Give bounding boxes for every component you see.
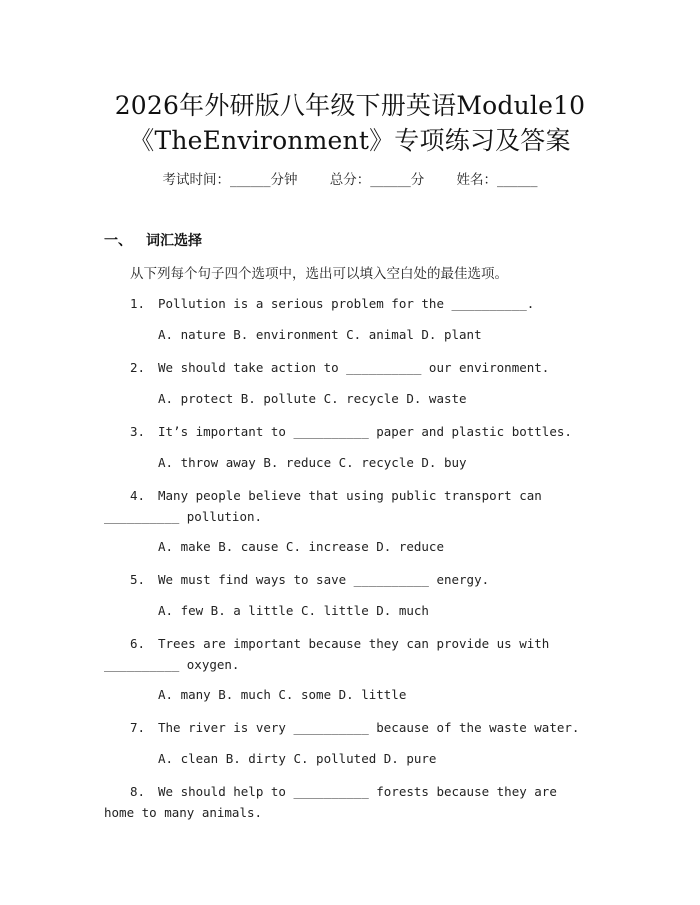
title-line-1: 2026年外研版八年级下册英语Module10 [114,91,586,120]
question-number: 3. [130,424,146,439]
section-instruction: 从下列每个句子四个选项中，选出可以填入空白处的最佳选项。 [130,266,508,282]
section-title: 词汇选择 [146,233,202,249]
question-number: 8. [130,784,146,799]
question-7 [104,717,594,738]
exam-info [0,168,700,188]
question-number: 7. [130,720,146,735]
question-4 [104,485,594,527]
question-text: We should take action to __________ our environment. [158,360,550,375]
question-6 [104,633,594,675]
section-heading [104,230,202,250]
question-text: We must find ways to save __________ energy. [158,572,490,587]
question-text: Pollution is a serious problem for the __________. [158,296,535,311]
question-number: 5. [130,572,146,587]
question-2-options: A. protect B. pollute C. recycle D. waste [158,391,467,406]
question-number: 4. [130,488,146,503]
question-text: We should help to __________ forests because they are home to many animals. [104,784,557,820]
question-6-options: A. many B. much C. some D. little [158,687,407,702]
question-text: Many people believe that using public transport can __________ pollution. [104,488,542,524]
question-5 [104,569,594,590]
question-4-options: A. make B. cause C. increase D. reduce [158,539,444,554]
question-text: The river is very __________ because of the waste water. [158,720,580,735]
question-text: Trees are important because they can provide us with __________ oxygen. [104,636,550,672]
question-7-options: A. clean B. dirty C. polluted D. pure [158,751,437,766]
exam-time: 考试时间：______分钟 [162,172,298,188]
title-line-2: 《TheEnvironment》专项练习及答案 [129,126,571,155]
question-3 [104,421,594,442]
question-1 [104,293,594,314]
section-number: 一、 [104,233,132,249]
question-number: 2. [130,360,146,375]
question-5-options: A. few B. a little C. little D. much [158,603,429,618]
question-number: 1. [130,296,146,311]
question-1-options: A. nature B. environment C. animal D. plant [158,327,482,342]
question-2 [104,357,594,378]
question-text: It’s important to __________ paper and plastic bottles. [158,424,572,439]
question-8 [104,781,594,823]
question-3-options: A. throw away B. reduce C. recycle D. buy [158,455,467,470]
question-number: 6. [130,636,146,651]
exam-name: 姓名：______ [456,172,538,188]
exam-score: 总分：______分 [329,172,425,188]
